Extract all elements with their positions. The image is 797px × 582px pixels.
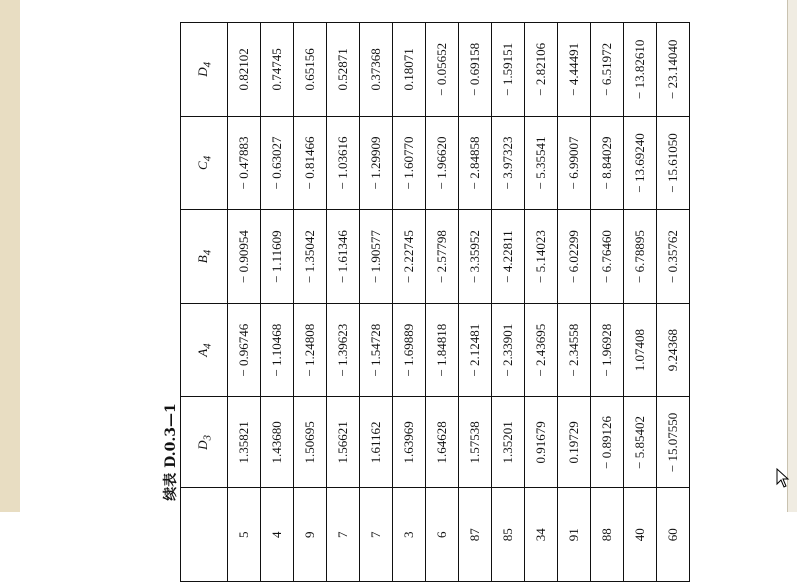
header-b4: $B_4$	[181, 210, 228, 304]
table-row	[426, 23, 459, 582]
table-caption	[158, 390, 182, 512]
cell-c4: − 13.69240	[624, 116, 657, 210]
cell-b4: − 2.57798	[426, 210, 459, 304]
table-row	[525, 23, 558, 582]
header-d4: $D_4$	[181, 23, 228, 117]
header-a4: $A_4$	[181, 303, 228, 397]
document-page	[20, 0, 787, 542]
prev-col-fragment: 9	[294, 488, 327, 582]
cell-d3: − 5.85402	[624, 397, 657, 488]
caption-text: 续表 D.0.3—1	[163, 403, 179, 501]
header-prev-col	[181, 488, 228, 582]
mouse-pointer-icon	[776, 468, 790, 488]
header-d3: $D_3$	[181, 397, 228, 488]
window-right-frame	[787, 0, 797, 512]
cell-c4: − 15.61050	[657, 116, 690, 210]
table-row	[294, 23, 327, 582]
left-margin-strip	[0, 0, 20, 512]
table-row	[591, 23, 624, 582]
prev-col-fragment: 85	[492, 488, 525, 582]
cell-d3: 1.43680	[261, 397, 294, 488]
cell-c4: − 5.35541	[525, 116, 558, 210]
cell-d3: 0.19729	[558, 397, 591, 488]
cell-d3: − 15.07550	[657, 397, 690, 488]
cell-d3: 0.91679	[525, 397, 558, 488]
cell-b4: − 0.90954	[228, 210, 261, 304]
cell-a4: − 1.24808	[294, 303, 327, 397]
table-row	[492, 23, 525, 582]
cell-b4: − 3.35952	[459, 210, 492, 304]
cell-a4: − 1.54728	[360, 303, 393, 397]
prev-col-fragment: 3	[393, 488, 426, 582]
cell-d3: 1.63969	[393, 397, 426, 488]
prev-col-fragment: 7	[360, 488, 393, 582]
table-row	[327, 23, 360, 582]
cell-c4: − 8.84029	[591, 116, 624, 210]
cell-b4: − 1.61346	[327, 210, 360, 304]
cell-a4: 9.24368	[657, 303, 690, 397]
cell-c4: − 1.60770	[393, 116, 426, 210]
prev-col-fragment: 88	[591, 488, 624, 582]
cell-d4: − 4.44491	[558, 23, 591, 117]
cell-a4: − 1.10468	[261, 303, 294, 397]
cell-c4: − 2.84858	[459, 116, 492, 210]
cell-d4: − 1.59151	[492, 23, 525, 117]
cell-d4: 0.18071	[393, 23, 426, 117]
cell-a4: − 0.96746	[228, 303, 261, 397]
prev-col-fragment: 60	[657, 488, 690, 582]
table-row	[558, 23, 591, 582]
cell-b4: − 6.76460	[591, 210, 624, 304]
cell-b4: − 2.22745	[393, 210, 426, 304]
table-row	[393, 23, 426, 582]
cell-d3: 1.61162	[360, 397, 393, 488]
cell-a4: − 1.39623	[327, 303, 360, 397]
cell-c4: − 1.03616	[327, 116, 360, 210]
cell-d4: 0.82102	[228, 23, 261, 117]
cell-d3: 1.35821	[228, 397, 261, 488]
cell-d4: − 23.14040	[657, 23, 690, 117]
prev-col-fragment: 87	[459, 488, 492, 582]
table-row	[624, 23, 657, 582]
cell-b4: − 5.14023	[525, 210, 558, 304]
cell-d3: − 0.89126	[591, 397, 624, 488]
cell-d4: 0.65156	[294, 23, 327, 117]
cell-c4: − 1.29909	[360, 116, 393, 210]
prev-col-fragment: 5	[228, 488, 261, 582]
prev-col-fragment: 6	[426, 488, 459, 582]
data-table	[180, 22, 690, 582]
cell-d3: 1.50695	[294, 397, 327, 488]
cell-d3: 1.64628	[426, 397, 459, 488]
cell-c4: − 3.97323	[492, 116, 525, 210]
cell-b4: − 4.22811	[492, 210, 525, 304]
table-row	[261, 23, 294, 582]
prev-col-fragment: 91	[558, 488, 591, 582]
cell-a4: − 1.96928	[591, 303, 624, 397]
cell-b4: − 0.35762	[657, 210, 690, 304]
table-row	[228, 23, 261, 582]
cell-d3: 1.35201	[492, 397, 525, 488]
cell-c4: − 0.81466	[294, 116, 327, 210]
header-c4: $C_4$	[181, 116, 228, 210]
cell-b4: − 6.02299	[558, 210, 591, 304]
cell-a4: − 2.43695	[525, 303, 558, 397]
cell-d4: − 13.82610	[624, 23, 657, 117]
cell-b4: − 1.90577	[360, 210, 393, 304]
cell-d4: 0.52871	[327, 23, 360, 117]
cell-a4: − 1.84818	[426, 303, 459, 397]
table-container	[180, 22, 688, 542]
table-row	[459, 23, 492, 582]
prev-col-fragment: 7	[327, 488, 360, 582]
cell-b4: − 1.11609	[261, 210, 294, 304]
cell-d4: − 0.05652	[426, 23, 459, 117]
cell-b4: − 6.78895	[624, 210, 657, 304]
prev-col-fragment: 4	[261, 488, 294, 582]
cell-d4: 0.74745	[261, 23, 294, 117]
cell-d4: − 0.69158	[459, 23, 492, 117]
cell-d3: 1.56621	[327, 397, 360, 488]
cell-d3: 1.57538	[459, 397, 492, 488]
prev-col-fragment: 40	[624, 488, 657, 582]
cell-a4: − 2.34558	[558, 303, 591, 397]
cell-a4: − 1.69889	[393, 303, 426, 397]
header-row	[181, 23, 228, 582]
table-row	[657, 23, 690, 582]
cell-b4: − 1.35042	[294, 210, 327, 304]
cell-c4: − 0.63027	[261, 116, 294, 210]
cell-c4: − 1.96620	[426, 116, 459, 210]
cell-c4: − 6.99007	[558, 116, 591, 210]
cell-a4: − 2.12481	[459, 303, 492, 397]
table-row	[360, 23, 393, 582]
prev-col-fragment: 34	[525, 488, 558, 582]
cell-d4: − 6.51972	[591, 23, 624, 117]
cell-a4: − 2.33901	[492, 303, 525, 397]
cell-a4: 1.07408	[624, 303, 657, 397]
cell-d4: − 2.82106	[525, 23, 558, 117]
cell-c4: − 0.47883	[228, 116, 261, 210]
cell-d4: 0.37368	[360, 23, 393, 117]
